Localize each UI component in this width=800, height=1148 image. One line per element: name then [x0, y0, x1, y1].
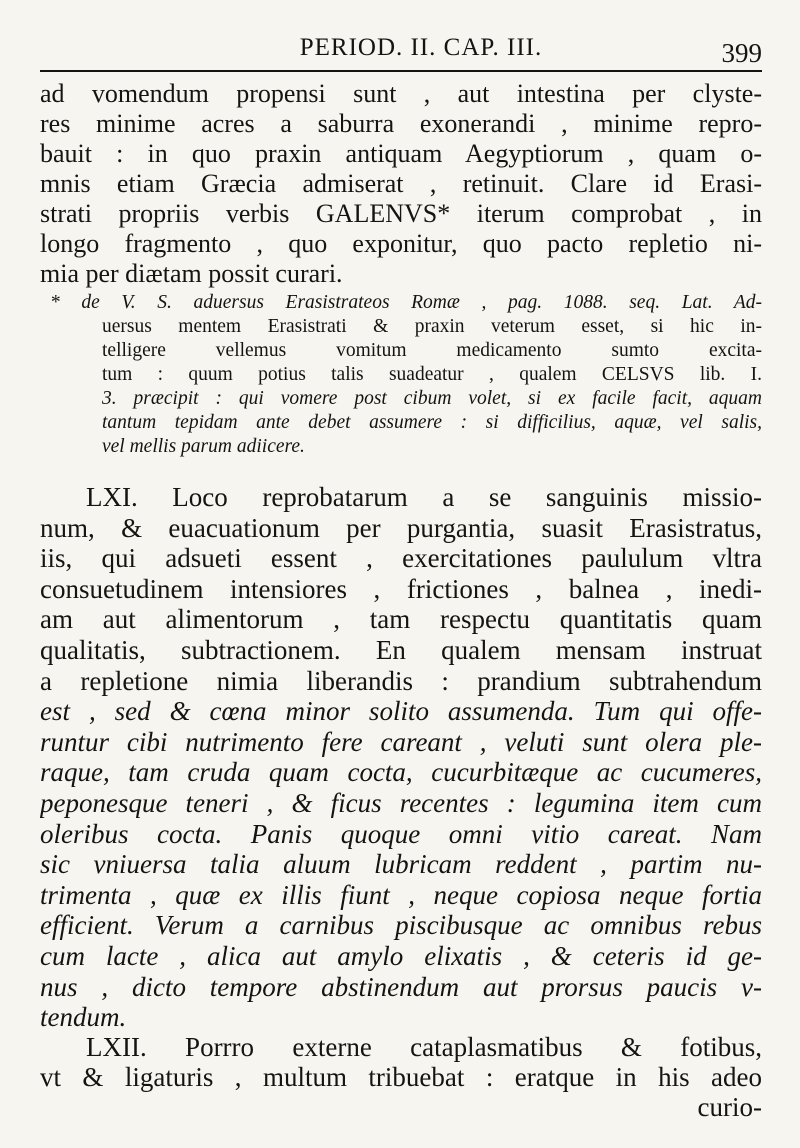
section-lxi: [40, 482, 762, 1033]
footnote-line: vel mellis parum adiicere.: [102, 436, 305, 457]
section-line: consuetudinem intensiores , frictiones , balnea , inedi-: [40, 573, 762, 604]
section-line: oleribus cocta. Panis quoque omni vitio careat. Nam: [40, 818, 762, 849]
section-line: trimenta , quæ ex illis fiunt , neque copiosa neque fortia: [40, 879, 762, 910]
section-line: am aut alimentorum , tam respectu quantitatis quam: [40, 604, 762, 635]
section-line: iis, qui adsueti essent , exercitationes paululum vltra: [40, 543, 762, 574]
text-line: longo fragmento , quo exponitur, quo pacto repletio ni-: [40, 229, 762, 258]
text-line: res minime acres a saburra exonerandi , minime repro-: [40, 109, 762, 138]
section-line: peponesque teneri , & ficus recentes : legumina item cum: [40, 787, 762, 818]
footnote-line: tum : quum potius talis suadeatur , qualem CELSVS lib. I.: [102, 364, 762, 385]
text-line: ad vomendum propensi sunt , aut intestina per clyste-: [40, 79, 762, 108]
footnote-line: telligere vellemus vomitum medicamento sumto excita-: [102, 340, 762, 361]
section-lxii: [40, 1032, 762, 1122]
footnote-line: uersus mentem Erasistrati & praxin veterum esset, si hic in-: [102, 316, 762, 337]
footnote-line: * de V. S. aduersus Erasistrateos Romæ , pag. 1088. seq. Lat. Ad-: [50, 292, 762, 313]
section-line: runtur cibi nutrimento fere careant , veluti sunt olera ple-: [40, 726, 762, 757]
footnote-line: 3. præcipit : qui vomere post cibum volet, si ex facile facit, aquam: [102, 388, 762, 409]
section-line: tendum.: [40, 1002, 127, 1033]
page-number: 399: [721, 38, 762, 68]
section-line: cum lacte , alica aut amylo elixatis , & ceteris id ge-: [40, 940, 762, 971]
section-line: LXI. Loco reprobatarum a se sanguinis missio-: [86, 482, 762, 512]
running-head: [40, 32, 762, 68]
text-line: bauit : in quo praxin antiquam Aegyptiorum , quam o-: [40, 139, 762, 168]
section-line: a repletione nimia liberandis : prandium subtrahendum: [40, 665, 762, 696]
section-line: sic vniuersa talia aluum lubricam reddent , partim nu-: [40, 849, 762, 880]
section-line: LXII. Porrro externe cataplasmatibus & fotibus,: [86, 1032, 762, 1062]
section-line: efficient. Verum a carnibus piscibusque ac omnibus rebus: [40, 910, 762, 941]
footnote: [50, 291, 762, 459]
catchword: curio-: [697, 1092, 762, 1122]
text-line: strati propriis verbis GALENVS* iterum comprobat , in: [40, 199, 762, 228]
running-title: PERIOD. II. CAP. III.: [299, 34, 543, 61]
section-line: raque, tam cruda quam cocta, cucurbitæque ac cucumeres,: [40, 757, 762, 788]
section-line: vt & ligaturis , multum tribuebat : eratque in his adeo: [40, 1062, 762, 1092]
paragraph-continued: [40, 79, 762, 289]
section-line: qualitatis, subtractionem. En qualem mensam instruat: [40, 634, 762, 665]
section-line: est , sed & cœna minor solito assumenda. Tum qui offe-: [40, 696, 762, 727]
header-rule: [40, 70, 762, 72]
section-line: nus , dicto tempore abstinendum aut prorsus paucis v-: [40, 971, 762, 1002]
footnote-line: tantum tepidam ante debet assumere : si difficilius, aquæ, vel salis,: [102, 412, 762, 433]
section-line: num, & euacuationum per purgantia, suasit Erasistratus,: [40, 512, 762, 543]
text-line: mia per diætam possit curari.: [40, 259, 343, 288]
text-line: mnis etiam Græcia admiserat , retinuit. Clare id Erasi-: [40, 169, 762, 198]
